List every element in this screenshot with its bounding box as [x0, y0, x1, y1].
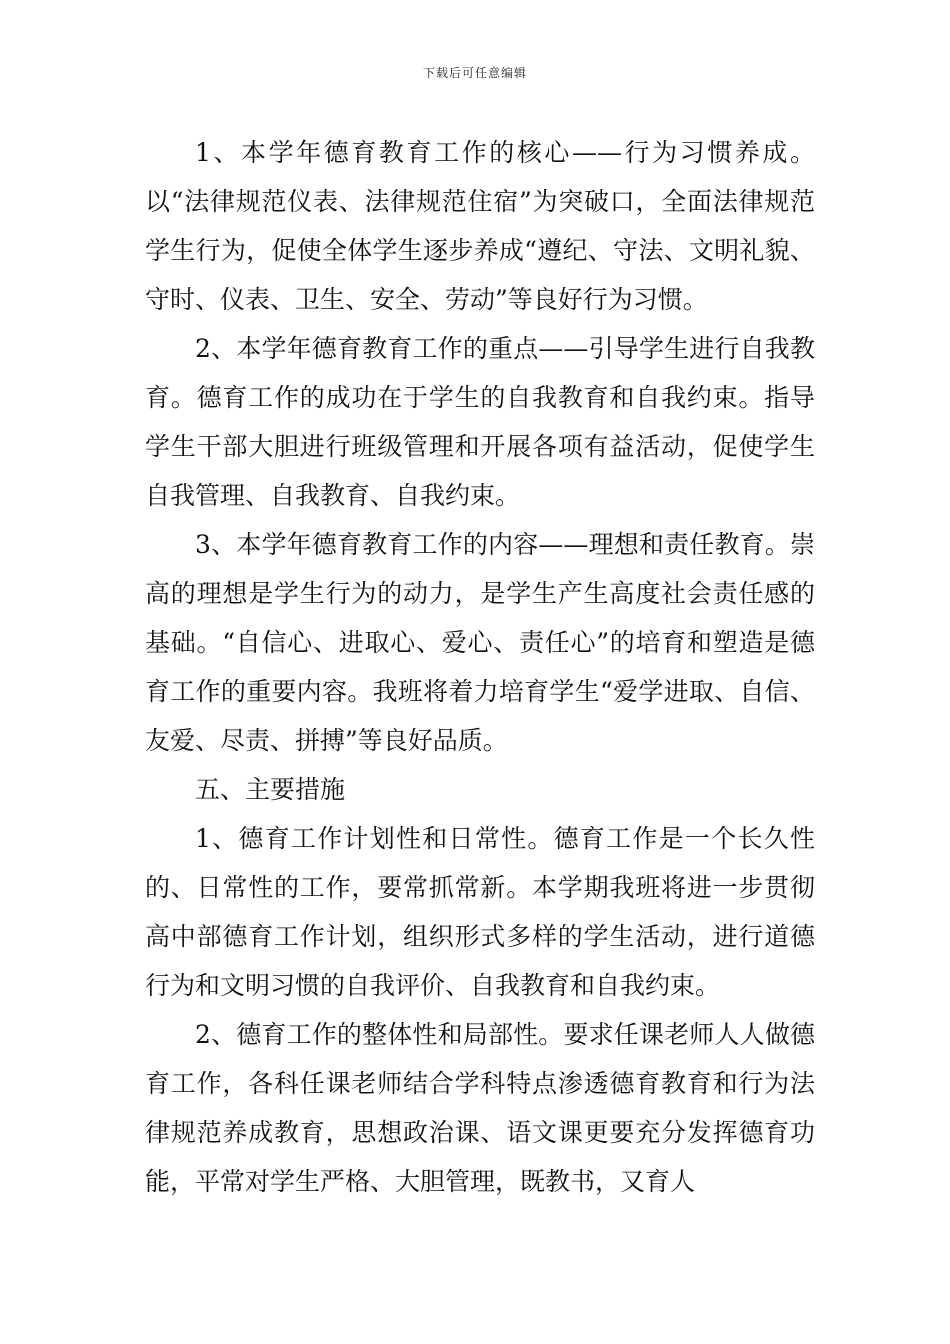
paragraph-self-education: 2、本学年德育教育工作的重点——引导学生进行自我教育。德育工作的成功在于学生的自我教育和自我约束。指导学生干部大胆进行班级管理和开展各项有益活动，促使学生自我管理、自我教育、自我约束。	[145, 334, 815, 510]
paragraph-ideals-responsibility: 3、本学年德育教育工作的内容——理想和责任教育。崇高的理想是学生行为的动力，是学生产生高度社会责任感的基础。“自信心、进取心、爱心、责任心”的培育和塑造是德育工作的重要内容。我班将着力培育学生“爱学进取、自信、友爱、尽责、拼搏”等良好品质。	[145, 530, 815, 755]
page-header: 下载后可任意编辑	[422, 66, 527, 80]
paragraph-behavior-habits: 1、本学年德育教育工作的核心——行为习惯养成。以“法律规范仪表、法律规范住宿”为突破口，全面法律规范学生行为，促使全体学生逐步养成“遵纪、守法、文明礼貌、守时、仪表、卫生、安全、劳动”等良好行为习惯。	[145, 138, 815, 314]
paragraph-whole-and-part: 2、德育工作的整体性和局部性。要求任课老师人人做德育工作，各科任课老师结合学科特点渗透德育教育和行为法律规范养成教育，思想政治课、语文课更要充分发挥德育功能，平常对学生严格、大胆管理，既教书，又育人	[145, 1020, 815, 1196]
section-heading-main-measures: 五、主要措施	[195, 775, 346, 804]
document-body	[145, 128, 815, 1206]
paragraph-planning-routine: 1、德育工作计划性和日常性。德育工作是一个长久性的、日常性的工作，要常抓常新。本学期我班将进一步贯彻高中部德育工作计划，组织形式多样的学生活动，进行道德行为和文明习惯的自我评价、自我教育和自我约束。	[145, 824, 815, 1000]
